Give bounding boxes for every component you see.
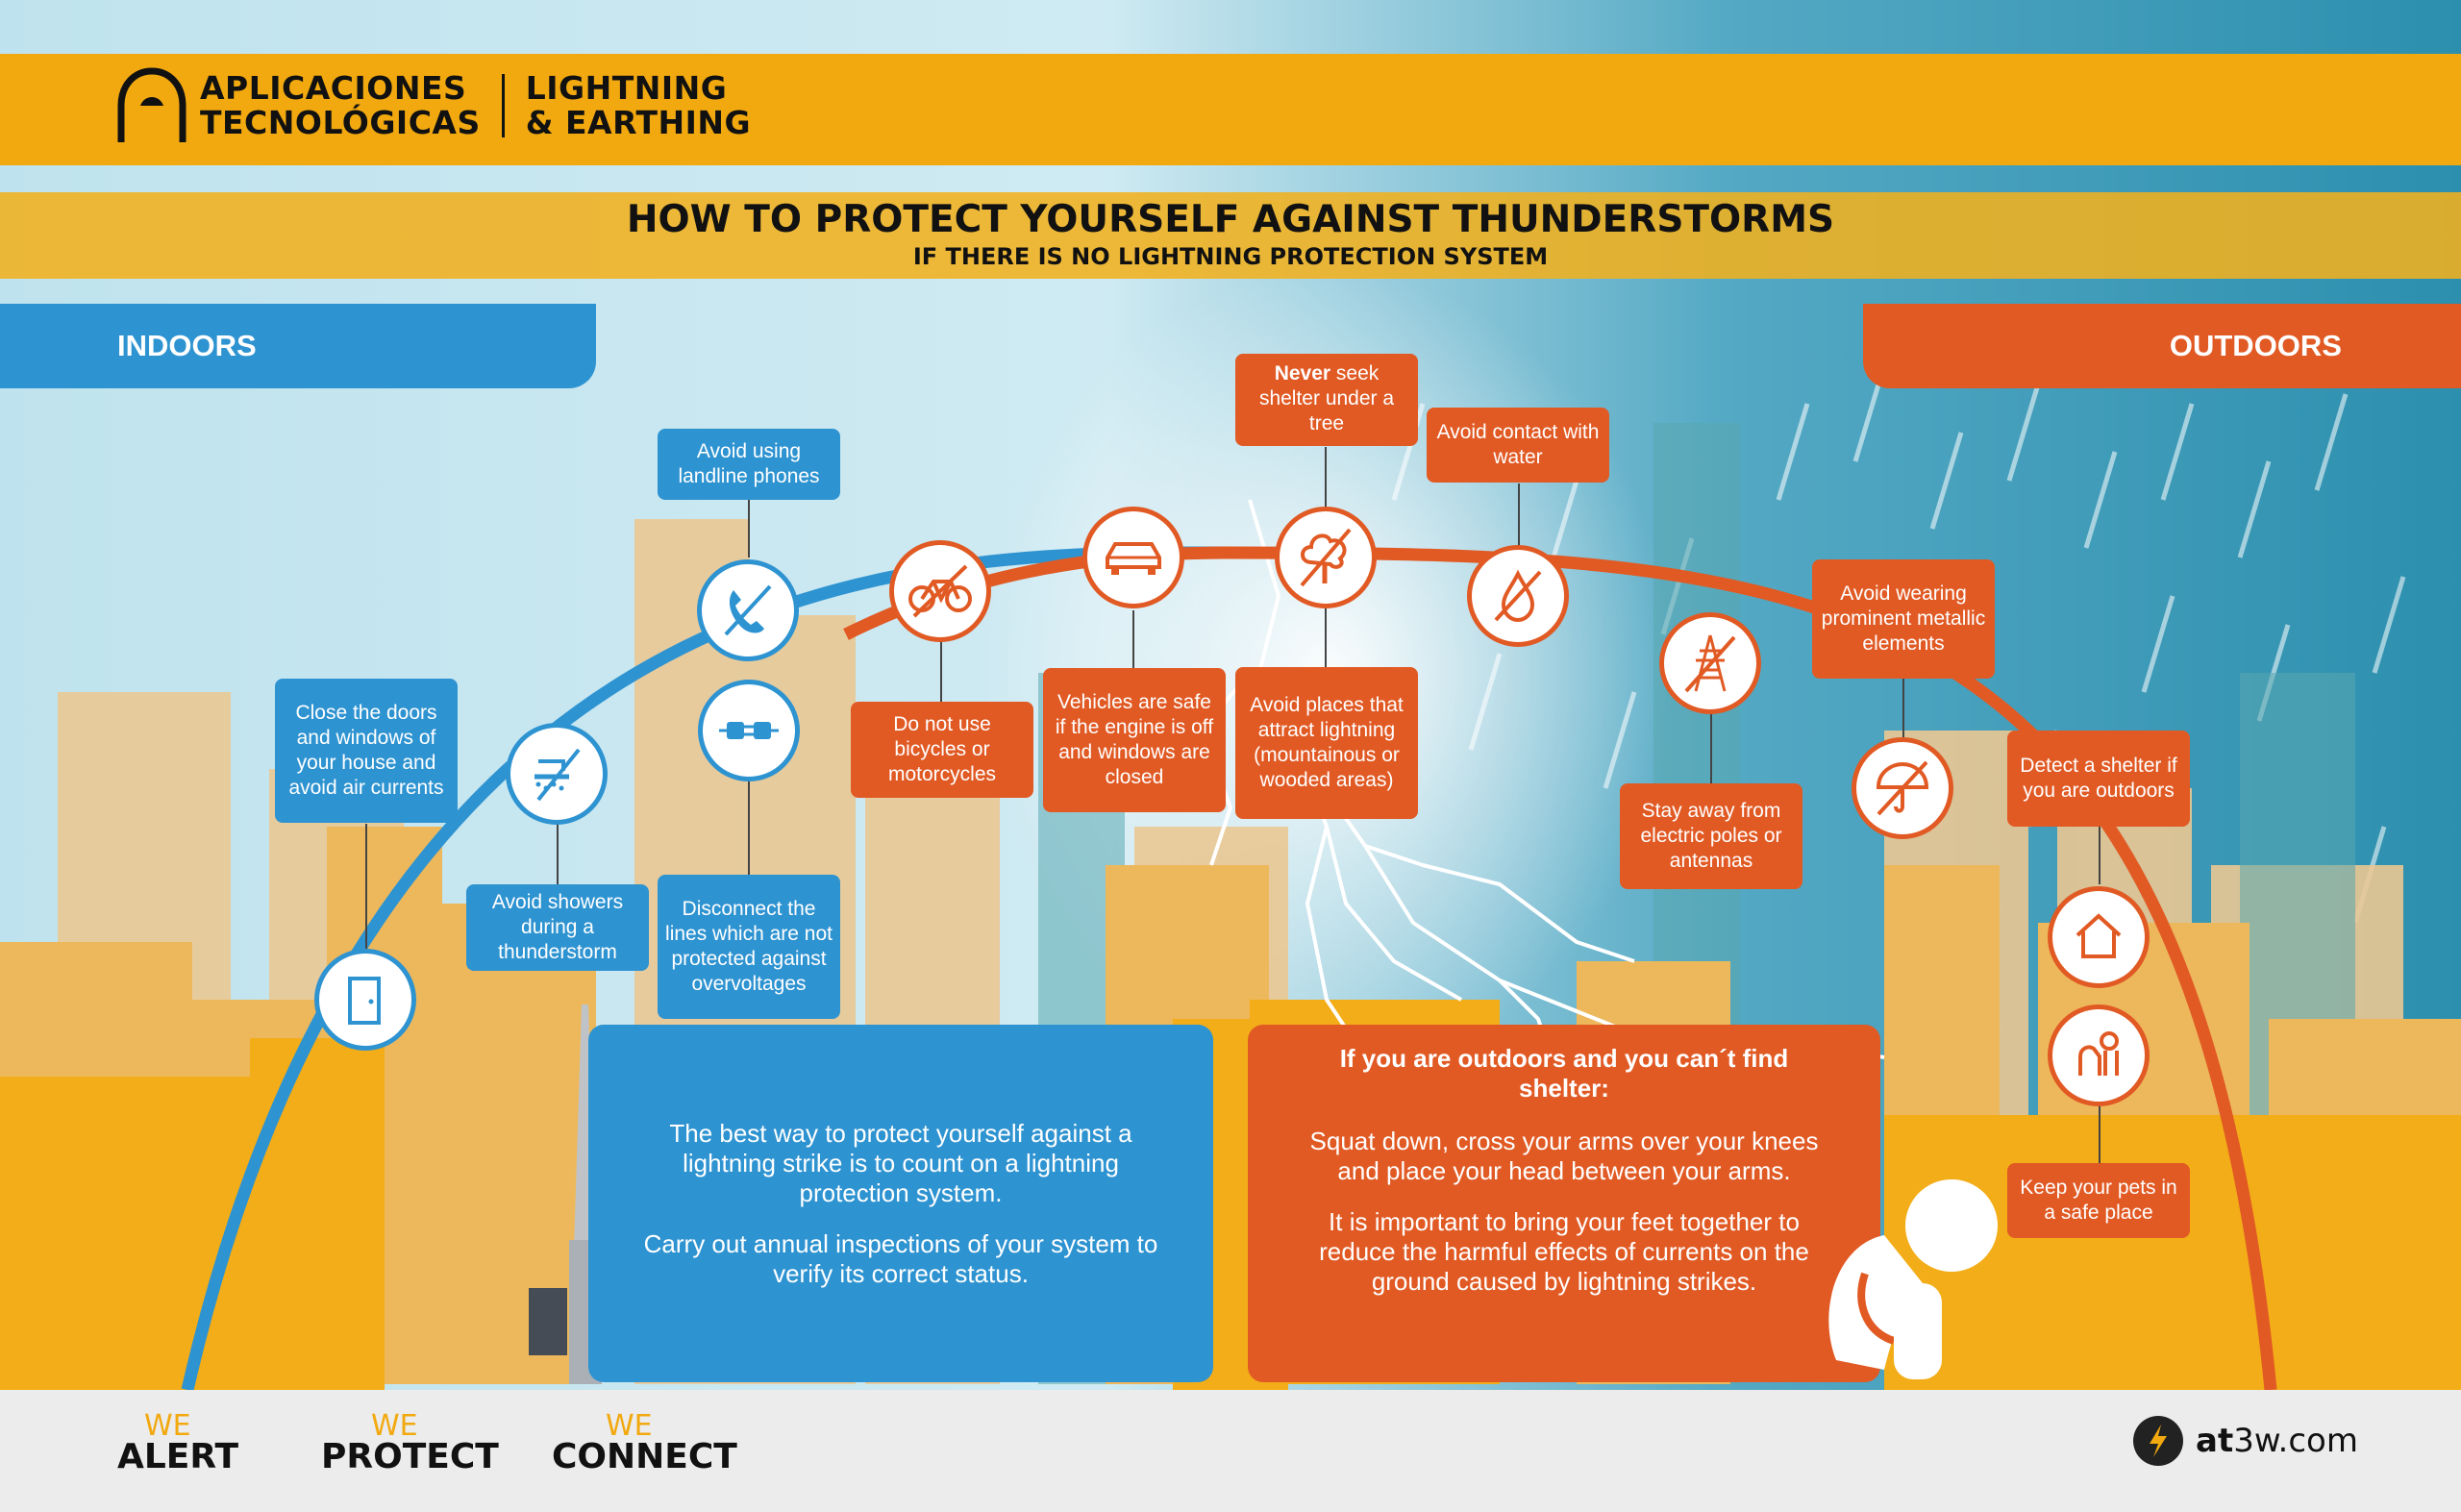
lightning-protection-info bbox=[588, 1025, 1213, 1382]
tip-avoid-places: Avoid places that attract lightning (mountainous or wooded areas) bbox=[1235, 667, 1418, 819]
company-logo[interactable] bbox=[115, 67, 751, 144]
brand-line-1: APLICACIONES bbox=[200, 69, 467, 107]
slogan-word-alert: ALERT bbox=[117, 1437, 239, 1476]
crouching-person-icon bbox=[1798, 1168, 2009, 1389]
pets-icon bbox=[2048, 1004, 2150, 1106]
page-subtitle: IF THERE IS NO LIGHTNING PROTECTION SYSTEM bbox=[912, 243, 1549, 270]
tip-never-tree-strong: Never bbox=[1274, 362, 1331, 384]
plug-icon bbox=[698, 680, 800, 781]
tip-vehicles-safe: Vehicles are safe if the engine is off and windows are closed bbox=[1043, 668, 1226, 812]
title-bar bbox=[0, 192, 2461, 279]
umbrella-crossed-icon bbox=[1852, 737, 1953, 839]
slogan-word-connect: CONNECT bbox=[552, 1437, 737, 1476]
slogan-we: WE bbox=[606, 1409, 653, 1443]
website-link[interactable] bbox=[2132, 1415, 2358, 1467]
info-orange-paragraph-1: Squat down, cross your arms over your knees and place your head between your arms. bbox=[1309, 1127, 1819, 1185]
website-url-bold: at bbox=[2196, 1422, 2234, 1460]
connector bbox=[748, 500, 750, 558]
brand-line-2: TECNOLÓGICAS bbox=[200, 104, 481, 141]
connector bbox=[748, 775, 750, 875]
tip-never-tree bbox=[1235, 354, 1418, 446]
car-icon bbox=[1082, 507, 1184, 608]
brand-line-3: LIGHTNING bbox=[525, 69, 728, 107]
tip-disconnect-lines: Disconnect the lines which are not protected against overvoltages bbox=[658, 875, 840, 1019]
connector bbox=[2099, 1105, 2101, 1163]
brand-line-4: & EARTHING bbox=[525, 104, 752, 141]
tip-no-bicycles: Do not use bicycles or motorcycles bbox=[851, 702, 1033, 798]
phone-crossed-icon bbox=[697, 559, 799, 661]
water-drop-crossed-icon bbox=[1467, 545, 1569, 647]
connector bbox=[2099, 827, 2101, 884]
info-orange-heading: If you are outdoors and you can´t find shelter: bbox=[1339, 1044, 1789, 1103]
info-blue-paragraph-1: The best way to protect yourself against a lightning strike is to count on a lightning protection system. bbox=[669, 1119, 1132, 1207]
tip-avoid-water: Avoid contact with water bbox=[1427, 408, 1609, 483]
slogan-protect bbox=[321, 1409, 499, 1476]
tip-avoid-showers: Avoid showers during a thunderstorm bbox=[466, 884, 649, 971]
power-tower-crossed-icon bbox=[1659, 612, 1761, 714]
slogan-connect bbox=[552, 1409, 737, 1476]
door-icon bbox=[314, 949, 416, 1051]
shower-icon bbox=[506, 723, 608, 825]
tip-avoid-landline: Avoid using landline phones bbox=[658, 429, 840, 500]
bicycle-crossed-icon bbox=[889, 540, 991, 642]
website-url-rest: 3w.com bbox=[2233, 1422, 2358, 1460]
tip-never-tree-text: seek shelter under a tree bbox=[1258, 362, 1395, 434]
info-blue-paragraph-2: Carry out annual inspections of your system to verify its correct status. bbox=[643, 1229, 1158, 1288]
connector bbox=[1902, 678, 1904, 745]
slogan-we: WE bbox=[371, 1409, 418, 1443]
tree-crossed-icon bbox=[1275, 507, 1377, 608]
info-orange-paragraph-2: It is important to bring your feet together to reduce the harmful effects of currents on the ground caused by lightning strikes. bbox=[1319, 1207, 1809, 1296]
tip-close-doors: Close the doors and windows of your house and avoid air currents bbox=[275, 679, 458, 823]
at3w-logo-icon bbox=[2132, 1415, 2184, 1467]
tip-stay-away-poles: Stay away from electric poles or antennas bbox=[1620, 783, 1802, 889]
connector bbox=[1325, 447, 1327, 514]
logo-icon bbox=[115, 67, 188, 144]
website-url[interactable] bbox=[2196, 1422, 2358, 1460]
tip-detect-shelter: Detect a shelter if you are outdoors bbox=[2007, 731, 2190, 827]
indoors-header: INDOORS bbox=[0, 304, 596, 388]
slogan-alert bbox=[117, 1409, 239, 1476]
connector bbox=[1132, 610, 1134, 668]
tip-keep-pets: Keep your pets in a safe place bbox=[2007, 1163, 2190, 1238]
house-icon bbox=[2048, 886, 2150, 988]
outdoor-shelter-info bbox=[1248, 1025, 1880, 1382]
tip-avoid-metallic: Avoid wearing prominent metallic elements bbox=[1812, 559, 1995, 679]
brand-divider bbox=[502, 74, 505, 137]
outdoors-header: OUTDOORS bbox=[1863, 304, 2461, 388]
slogan-we: WE bbox=[144, 1409, 191, 1443]
slogan-word-protect: PROTECT bbox=[321, 1437, 499, 1476]
connector bbox=[940, 634, 942, 704]
page-title: HOW TO PROTECT YOURSELF AGAINST THUNDERSTORMS bbox=[626, 198, 1835, 241]
